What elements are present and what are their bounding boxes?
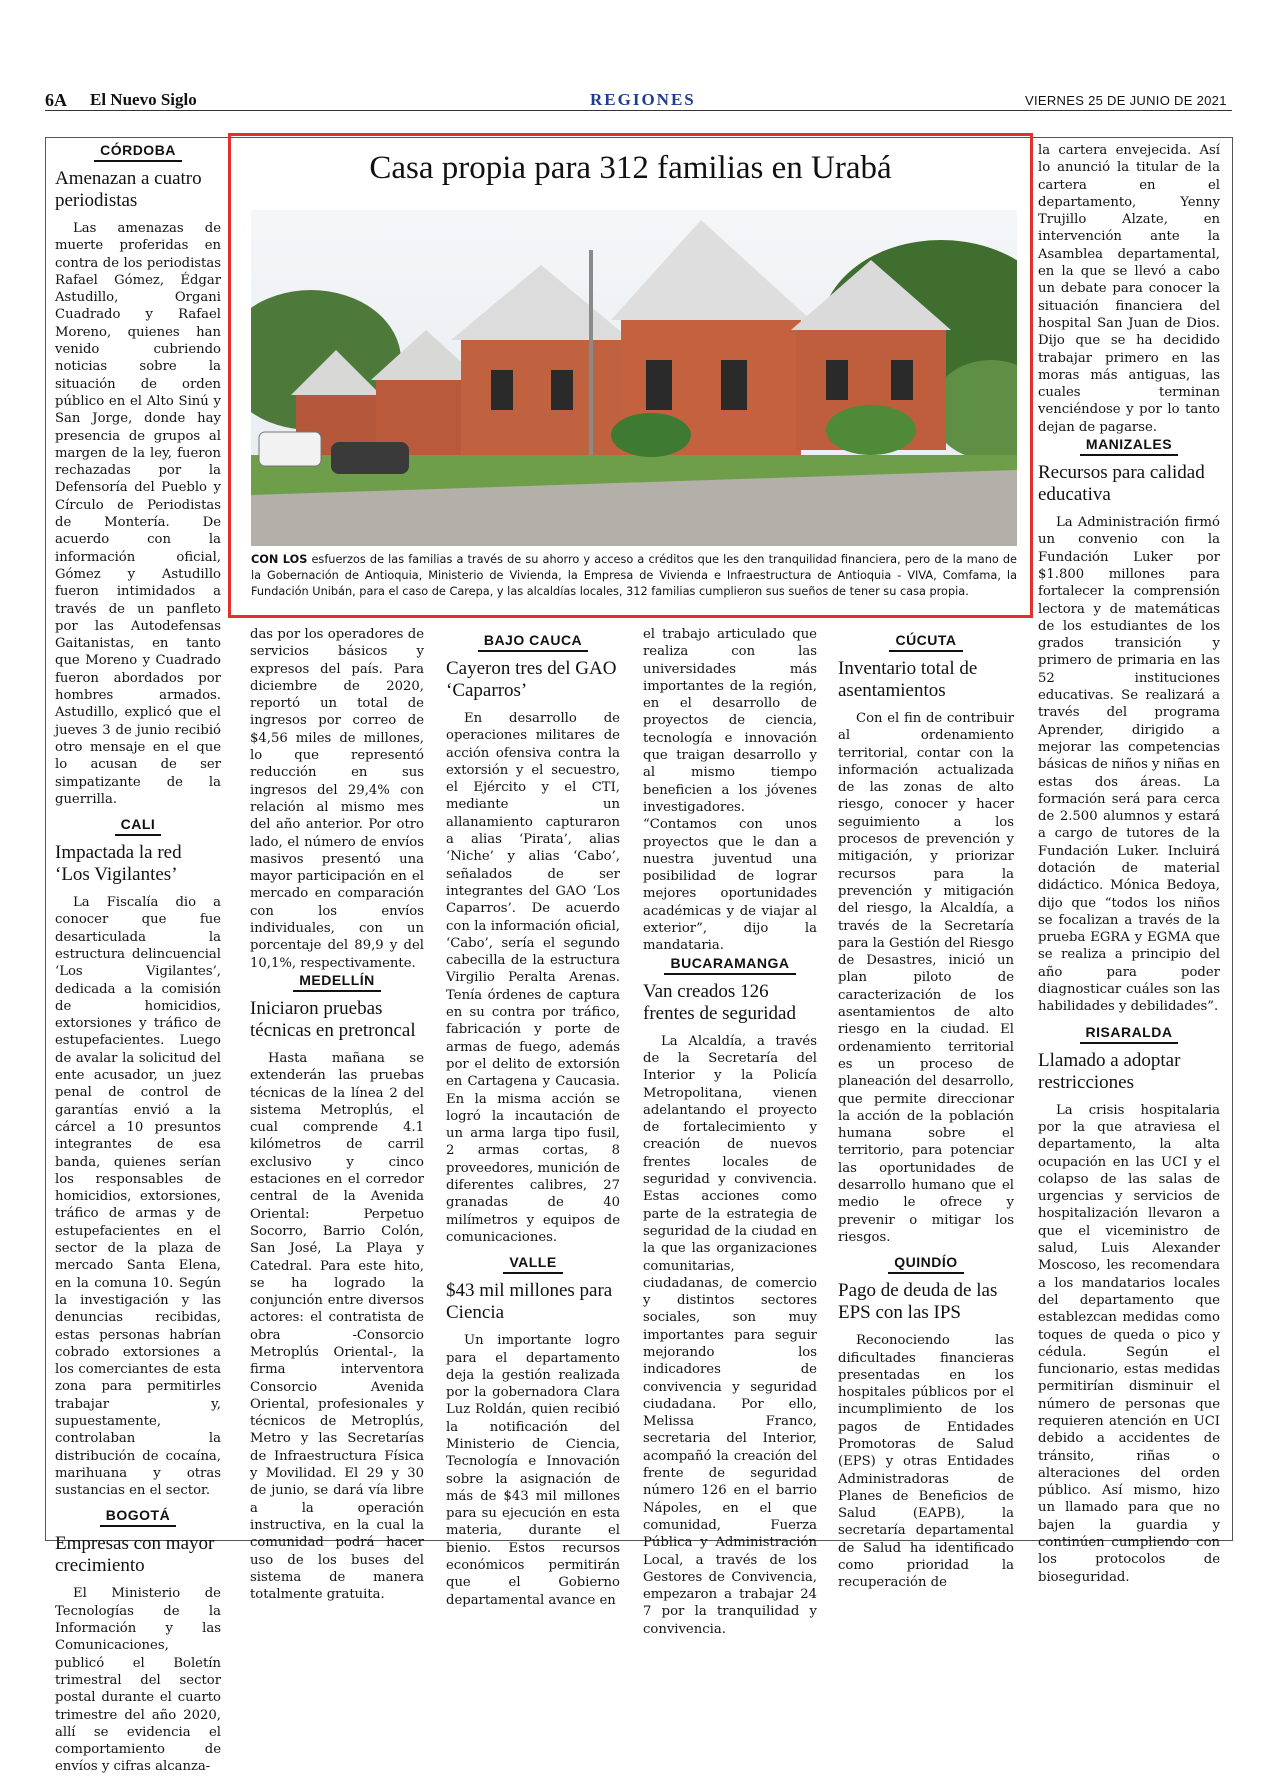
column-6 — [1038, 142, 1220, 1594]
headline-manizales: Recursos para calidad educativa — [1038, 462, 1205, 506]
headline-bajocauca: Cayeron tres del GAO ‘Caparros’ — [446, 658, 617, 701]
article-bogota — [55, 1507, 221, 1775]
article-risaralda — [1038, 1024, 1220, 1586]
page-number: 6A — [45, 90, 67, 110]
body-valle-continued: el trabajo articulado que realiza con las universidades más importantes de la región, en el desarrollo de proyectos de ciencia, tecnología e innovación que traigan desarrollo y al mismo tiempo beneficien a los jóvenes investigadores. “Contamos con unos proyectos que le dan a nuestra juventud una posibilidad de lograr mejores oportunidades académicas y de viajar al exterior”, dijo la mandataria. — [643, 627, 817, 954]
body-bucaramanga: La Alcaldía, a través de la Secretaría del Interior y la Policía Metropolitana, vienen adelantando el proyecto de fortalecimiento y creación de nuevos frentes locales de seguridad y convivencia. Estas acciones como parte de la estrategia de seguridad de la ciudad en la que las organizaciones comunitarias, ciudadanas, de comercio y distintos sectores sociales, son muy importantes para seguir mejorando los indicadores de convivencia y seguridad ciudadana. Por ello, Melissa Franco, secretaria del Interior, acompañó la creación del frente de seguridad número 126 en el barrio Nápoles, en el que comunidad, Fuerza Pública y Administración Local, a través de los Gestores de Convivencia, empezaron a trabajar 24 7 por la tranquilidad y convivencia. — [643, 1033, 817, 1637]
body-medellin: Hasta mañana se extenderán las pruebas técnicas de la línea 2 del sistema Metroplús, el cual comprende 4.1 kilómetros de carril exclusivo y cinco estaciones en el corredor central de la Avenida Oriental: Perpetuo Socorro, Barrio Colón, San José, La Playa y Catedral. Para este hito, se ha logrado la conjunción entre diversos actores: el contratista de obra -Consorcio Metroplús Oriental-, la firma interventora Consorcio Avenida Oriental, profesionales y técnicos de Metroplús, Metro y las Secretarías de Infraestructura Física y Movilidad. El 29 y 30 de junio, se dará vía libre a la operación instructiva, en la cual la comunidad podrá hacer uso de los buses del sistema de manera totalmente gratuita. — [250, 1050, 424, 1603]
article-manizales — [1038, 436, 1220, 1016]
section-label-bucaramanga: BUCARAMANGA — [643, 955, 817, 975]
caption-text: esfuerzos de las familias a través de su ahorro y acceso a créditos que les den tranquilidad financiera, pero de la mano de la Gobernación de Antioquia, Ministerio de Vivienda, la Empresa de Vivienda e Infraestructura de Antioquia - VIVA, Comfama, la Fundación Unibán, para el caso de Carepa, y las alcaldías locales, 312 familias cumplieron sus sueños de tener su casa propia. — [251, 553, 1018, 598]
article-cali — [55, 816, 221, 1499]
body-cucuta: Con el fin de contribuir al ordenamiento territorial, contar con la información actualizada de las zonas de alto riesgo, conocer y hacer seguimiento a los procesos de prevención y mitigación, y priorizar recursos para la prevención y mitigación del riesgo, la Alcaldía, a través de la Secretaría para la Gestión del Riesgo de Desastres, inició un plan piloto de caracterización de los asentamientos de alto riesgo en la ciudad. El ordenamiento territorial es un proceso de planeación del desarrollo, que permite direccionar la acción de la población humana sobre el territorio, para potenciar las oportunidades de desarrollo humano que el medio le ofrece y prevenir o mitigar los riesgos. — [838, 711, 1014, 1245]
article-medellin — [250, 972, 424, 1604]
article-valle — [446, 1254, 620, 1609]
housing-photo — [251, 210, 1017, 546]
section-label-valle: VALLE — [446, 1254, 620, 1274]
body-risaralda: La crisis hospitalaria por la que atraviesa el departamento, la alta ocupación en las UCI y el colapso de las salas de urgencias y servicios de hospitalización llevaron a que el viceministro de salud, Luis Alexander Moscoso, les recomendara a los mandatarios locales del departamento que establezcan medidas como toques de queda o pico y cédula. Según el funcionario, estas medidas permitirían disminuir el número de personas que requieren atención en UCI debido a accidentes de tránsito, riñas o alteraciones del orden público. Así mismo, hizo un llamado para que no bajen la guardia y continúen cumpliendo con los protocolos de bioseguridad. — [1038, 1102, 1220, 1585]
body-cordoba: Las amenazas de muerte proferidas en contra de los periodistas Rafael Gómez, Édgar Astudillo, Organi Cuadrado y Rafael Moreno, quienes han venido cubriendo noticias sobre la situación de orden público en el Alto Sinú y San Jorge, donde hay presencia de grupos al margen de la ley, fueron rechazadas por la Defensoría del Pueblo y Círculo de Periodistas de Montería. De acuerdo con la información oficial, Gómez y Astudillo fueron intimidados a través de un panfleto por las Autodefensas Gaitanistas, en tanto que Moreno y Cuadrado fueron abordados por hombres armados. Astudillo, explicó que el jueves 3 de junio recibió otro mensaje en el que lo acusan de ser simpatizante de la guerrilla. — [55, 221, 221, 807]
section-label-cordoba: CÓRDOBA — [55, 142, 221, 162]
headline-valle: $43 mil millones para Ciencia — [446, 1280, 613, 1324]
publication-name: El Nuevo Siglo — [90, 90, 197, 109]
section-label-cali: CALI — [55, 816, 221, 836]
article-cordoba — [55, 142, 221, 808]
section-label-bajocauca: BAJO CAUCA — [446, 632, 620, 652]
section-label-bogota: BOGOTÁ — [55, 1507, 221, 1527]
issue-date: VIERNES 25 DE JUNIO DE 2021 — [1025, 93, 1227, 108]
body-valle: Un importante logro para el departamento deja la gestión realizada por la gobernadora Clara Luz Roldán, quien recibió la notificación del Ministerio de Ciencia, Tecnología e Innovación sobre la asignación de más de $43 mil millones para su ejecución en esta materia, durante el bienio. Estos recursos económicos permitirán que el Gobierno departamental avance en — [446, 1333, 620, 1608]
column-3 — [446, 632, 620, 1617]
article-cucuta — [838, 632, 1014, 1246]
headline-medellin: Iniciaron pruebas técnicas en pretroncal — [250, 997, 416, 1041]
feature-title: Casa propia para 312 familias en Urabá — [369, 150, 892, 186]
body-bajocauca: En desarrollo de operaciones militares de acción ofensiva contra la extorsión y el secuestro, el Ejército y el CTI, mediante un allanamiento capturaron a alias ‘Pirata’, alias ‘Niche’ y alias ‘Cabo’, señalados de ser integrantes del GAO ‘Los Caparros’. De acuerdo con la información oficial, ‘Cabo’, sería el segundo cabecilla de la estructura Virgilio Peralta Arenas. Tenía órdenes de captura en su contra por tráfico, fabricación y porte de armas de fuego, además por el delito de extorsión en Cartagena y Caucasia. En la misma acción se logró la incautación de un arma larga tipo fusil, 2 armas cortas, 8 proveedores, munición de diferentes calibres, 27 granadas de 40 milímetros y equipos de comunicaciones. — [446, 711, 620, 1245]
headline-cucuta: Inventario total de asentamientos — [838, 658, 978, 701]
article-bajocauca — [446, 632, 620, 1246]
section-label-quindio: QUINDÍO — [838, 1254, 1014, 1274]
body-cali: La Fiscalía dio a conocer que fue desarticulada la estructura delincuencial ‘Los Vigilantes’, dedicada a la comisión de homicidios, extorsiones y tráfico de estupefacientes. Luego de avalar la solicitud del ente acusador, un juez penal de control de garantías envió a la cárcel a 10 presuntos integrantes de esa banda, quienes serían los responsables de homicidios, extorsiones, tráfico de armas y de estupefacientes en el sector de la plaza de mercado Santa Elena, en la comuna 10. Según la investigación y las denuncias recibidas, estas personas habrían cobrado extorsiones a los comerciantes de esta zona para permitirles trabajar y, supuestamente, controlaban la distribución de cocaína, marihuana y otras sustancias en el sector. — [55, 895, 221, 1499]
section-label-medellin: MEDELLÍN — [250, 972, 424, 992]
body-quindio-continued: la cartera envejecida. Así lo anunció la titular de la cartera en el departamento, Yenny Trujillo Alzate, en intervención ante la Asamblea departamental, en la que se llevó a cabo un debate para conocer la situación financiera del hospital San Juan de Dios. Dijo que se ha decidido trabajar primero en las moras más antiguas, las cuales terminan venciéndose y por lo tanto dejan de pagarse. — [1038, 143, 1220, 435]
headline-cali: Impactada la red ‘Los Vigilantes’ — [55, 842, 182, 886]
column-2 — [250, 626, 424, 1611]
article-bucaramanga — [643, 955, 817, 1638]
section-label-manizales: MANIZALES — [1038, 436, 1220, 456]
caption-lead: CON LOS — [251, 553, 308, 566]
column-4 — [643, 626, 817, 1646]
body-manizales: La Administración firmó un convenio con la Fundación Luker por $1.800 millones para fortalecer la comprensión lectora y de matemáticas de los estudiantes de los grados transición y primero de primaria en las 52 instituciones educativas. Se realizará a través del programa Aprender, dirigido a mejorar las competencias básicas de niños y niñas en estas dos áreas. La formación será para cerca de 2.500 alumnos y estará a cargo de tutores de la Fundación Luker. Incluirá dotación de material didáctico. Mónica Bedoya, dijo que “todos los niños se focalizan a través de la prueba EGRA y EGMA que se realiza a principio del año para poder diagnosticar cuáles son las habilidades y debilidades”. — [1038, 515, 1221, 1015]
body-bogota-continued: das por los operadores de servicios básicos y expresos del país. Para diciembre de 2020, reportó un total de ingresos por correo de $4,56 miles de millones, lo que representó reducción en sus ingresos del 29,4% con relación al mismo mes del año anterior. Por otro lado, el número de envíos masivos presentó una mayor participación en el mercado en comparación con los envíos individuales, con un porcentaje del 89,9 y del 10,1%, respectivamente. — [250, 627, 424, 971]
section-label-risaralda: RISARALDA — [1038, 1024, 1220, 1044]
section-label-cucuta: CÚCUTA — [838, 632, 1014, 652]
body-bogota: El Ministerio de Tecnologías de la Información y las Comunicaciones, publicó el Boletín trimestral del sector postal durante el cuarto trimestre del año 2020, allí se evidencia el comportamiento de envíos y cifras alcanza- — [55, 1586, 221, 1775]
body-quindio: Reconociendo las dificultades financieras presentadas en los hospitales públicos por el incumplimiento de los pagos de Entidades Promotoras de Salud (EPS) y otras Entidades Administradoras de Planes de Beneficios de Salud (EAPB), la secretaría departamental de Salud ha identificado como prioridad la recuperación de — [838, 1333, 1014, 1591]
column-5 — [838, 632, 1014, 1600]
headline-risaralda: Llamado a adoptar restricciones — [1038, 1049, 1181, 1093]
article-quindio — [838, 1254, 1014, 1591]
header-rule — [45, 110, 1232, 111]
section-name: REGIONES — [590, 90, 696, 109]
headline-quindio: Pago de deuda de las EPS con las IPS — [838, 1280, 998, 1324]
column-1 — [55, 142, 221, 1784]
headline-bucaramanga: Van creados 126 frentes de seguridad — [643, 980, 796, 1024]
headline-cordoba: Amenazan a cuatro periodistas — [55, 168, 202, 211]
photo-caption — [251, 552, 1017, 600]
headline-bogota: Empresas con mayor crecimiento — [55, 1533, 215, 1577]
